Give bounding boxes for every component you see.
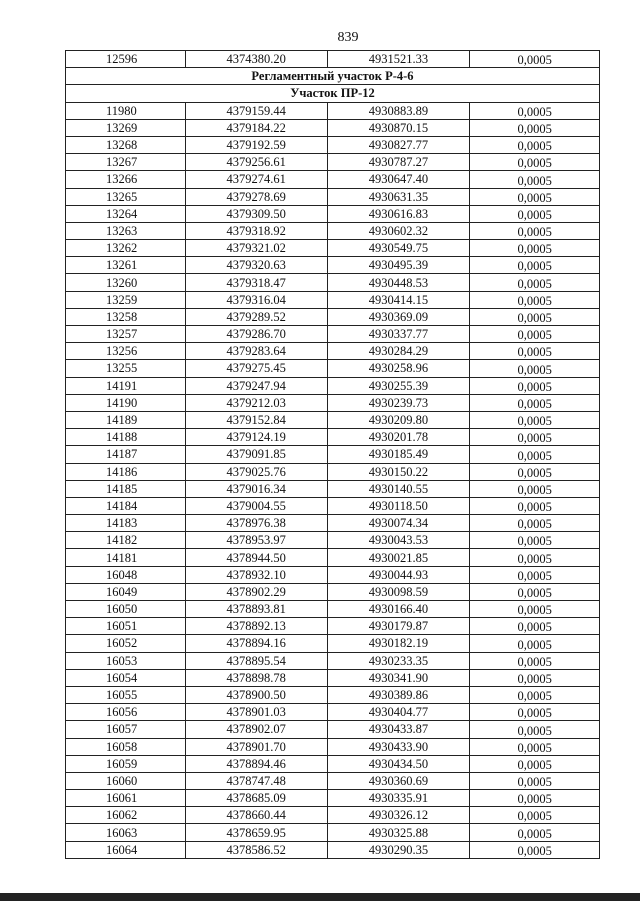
point-number: 14188 bbox=[66, 429, 186, 446]
coordinate-x: 4379247.94 bbox=[185, 377, 327, 394]
coordinate-x: 4374380.20 bbox=[185, 51, 327, 68]
point-number: 16048 bbox=[66, 566, 186, 583]
coordinate-y: 4930290.35 bbox=[327, 841, 470, 858]
accuracy: 0,0005 bbox=[470, 274, 600, 291]
coordinate-y: 4930140.55 bbox=[327, 480, 470, 497]
coordinate-x: 4378898.78 bbox=[185, 669, 327, 686]
table-row bbox=[66, 618, 600, 635]
accuracy: 0,0005 bbox=[470, 790, 600, 807]
table-row bbox=[66, 119, 600, 136]
coordinate-x: 4379275.45 bbox=[185, 360, 327, 377]
coordinate-y: 4930337.77 bbox=[327, 326, 470, 343]
point-number: 16051 bbox=[66, 618, 186, 635]
subsection-title: Участок ПР-12 bbox=[66, 85, 600, 102]
table-row bbox=[66, 532, 600, 549]
point-number: 16050 bbox=[66, 601, 186, 618]
table-row bbox=[66, 326, 600, 343]
accuracy: 0,0005 bbox=[470, 497, 600, 514]
table-row bbox=[66, 807, 600, 824]
coordinate-x: 4379004.55 bbox=[185, 497, 327, 514]
accuracy: 0,0005 bbox=[470, 257, 600, 274]
coordinate-x: 4378901.70 bbox=[185, 738, 327, 755]
accuracy: 0,0005 bbox=[470, 51, 600, 68]
point-number: 16057 bbox=[66, 721, 186, 738]
point-number: 13265 bbox=[66, 188, 186, 205]
coordinate-x: 4379309.50 bbox=[185, 205, 327, 222]
accuracy: 0,0005 bbox=[470, 308, 600, 325]
point-number: 13261 bbox=[66, 257, 186, 274]
accuracy: 0,0005 bbox=[470, 360, 600, 377]
coordinate-x: 4379318.92 bbox=[185, 222, 327, 239]
coordinate-x: 4379212.03 bbox=[185, 394, 327, 411]
accuracy: 0,0005 bbox=[470, 738, 600, 755]
table-row bbox=[66, 704, 600, 721]
point-number: 13268 bbox=[66, 136, 186, 153]
coordinate-x: 4379286.70 bbox=[185, 326, 327, 343]
coordinate-x: 4378659.95 bbox=[185, 824, 327, 841]
accuracy: 0,0005 bbox=[470, 377, 600, 394]
coordinate-y: 4930074.34 bbox=[327, 515, 470, 532]
accuracy: 0,0005 bbox=[470, 583, 600, 600]
table-row bbox=[66, 566, 600, 583]
accuracy: 0,0005 bbox=[470, 532, 600, 549]
accuracy: 0,0005 bbox=[470, 480, 600, 497]
accuracy: 0,0005 bbox=[470, 222, 600, 239]
coordinate-x: 4378892.13 bbox=[185, 618, 327, 635]
point-number: 14186 bbox=[66, 463, 186, 480]
point-number: 13256 bbox=[66, 343, 186, 360]
coordinate-x: 4379318.47 bbox=[185, 274, 327, 291]
accuracy: 0,0005 bbox=[470, 566, 600, 583]
coordinate-y: 4930389.86 bbox=[327, 686, 470, 703]
table-row bbox=[66, 102, 600, 119]
point-number: 16063 bbox=[66, 824, 186, 841]
point-number: 16055 bbox=[66, 686, 186, 703]
coordinate-y: 4930631.35 bbox=[327, 188, 470, 205]
coordinate-y: 4930233.35 bbox=[327, 652, 470, 669]
accuracy: 0,0005 bbox=[470, 446, 600, 463]
coordinate-x: 4378895.54 bbox=[185, 652, 327, 669]
table-row bbox=[66, 652, 600, 669]
accuracy: 0,0005 bbox=[470, 171, 600, 188]
table-row bbox=[66, 291, 600, 308]
coordinate-x: 4378953.97 bbox=[185, 532, 327, 549]
point-number: 14181 bbox=[66, 549, 186, 566]
coordinate-y: 4930150.22 bbox=[327, 463, 470, 480]
point-number: 13269 bbox=[66, 119, 186, 136]
point-number: 16062 bbox=[66, 807, 186, 824]
accuracy: 0,0005 bbox=[470, 601, 600, 618]
table-row bbox=[66, 549, 600, 566]
coordinate-y: 4930602.32 bbox=[327, 222, 470, 239]
point-number: 12596 bbox=[66, 51, 186, 68]
coordinate-x: 4379124.19 bbox=[185, 429, 327, 446]
coordinate-y: 4930495.39 bbox=[327, 257, 470, 274]
accuracy: 0,0005 bbox=[470, 772, 600, 789]
coordinate-y: 4930787.27 bbox=[327, 154, 470, 171]
table-row bbox=[66, 463, 600, 480]
table-row bbox=[66, 686, 600, 703]
table-row bbox=[66, 377, 600, 394]
accuracy: 0,0005 bbox=[470, 807, 600, 824]
coordinate-y: 4930166.40 bbox=[327, 601, 470, 618]
coordinate-x: 4378685.09 bbox=[185, 790, 327, 807]
table-row bbox=[66, 738, 600, 755]
accuracy: 0,0005 bbox=[470, 102, 600, 119]
point-number: 13260 bbox=[66, 274, 186, 291]
point-number: 16049 bbox=[66, 583, 186, 600]
accuracy: 0,0005 bbox=[470, 411, 600, 428]
point-number: 16056 bbox=[66, 704, 186, 721]
coordinate-y: 4930021.85 bbox=[327, 549, 470, 566]
coordinate-x: 4378902.29 bbox=[185, 583, 327, 600]
table-row bbox=[66, 515, 600, 532]
scan-edge bbox=[0, 893, 640, 901]
table-row bbox=[66, 755, 600, 772]
table-row bbox=[66, 446, 600, 463]
coordinate-x: 4379320.63 bbox=[185, 257, 327, 274]
point-number: 13259 bbox=[66, 291, 186, 308]
accuracy: 0,0005 bbox=[470, 240, 600, 257]
point-number: 13263 bbox=[66, 222, 186, 239]
coordinate-x: 4379289.52 bbox=[185, 308, 327, 325]
coordinate-y: 4930044.93 bbox=[327, 566, 470, 583]
accuracy: 0,0005 bbox=[470, 205, 600, 222]
accuracy: 0,0005 bbox=[470, 136, 600, 153]
coordinate-x: 4378747.48 bbox=[185, 772, 327, 789]
coordinate-x: 4378976.38 bbox=[185, 515, 327, 532]
accuracy: 0,0005 bbox=[470, 394, 600, 411]
coordinate-y: 4930258.96 bbox=[327, 360, 470, 377]
table-row bbox=[66, 308, 600, 325]
table-row bbox=[66, 257, 600, 274]
coordinate-y: 4930448.53 bbox=[327, 274, 470, 291]
accuracy: 0,0005 bbox=[470, 721, 600, 738]
coordinate-y: 4930404.77 bbox=[327, 704, 470, 721]
point-number: 14182 bbox=[66, 532, 186, 549]
coordinate-y: 4930433.87 bbox=[327, 721, 470, 738]
table-row bbox=[66, 480, 600, 497]
table-row bbox=[66, 411, 600, 428]
coordinate-x: 4379091.85 bbox=[185, 446, 327, 463]
point-number: 13255 bbox=[66, 360, 186, 377]
table-row bbox=[66, 394, 600, 411]
table-row bbox=[66, 343, 600, 360]
table-row bbox=[66, 154, 600, 171]
point-number: 16060 bbox=[66, 772, 186, 789]
table-row bbox=[66, 772, 600, 789]
coordinate-y: 4930360.69 bbox=[327, 772, 470, 789]
point-number: 13262 bbox=[66, 240, 186, 257]
coordinate-y: 4930118.50 bbox=[327, 497, 470, 514]
coordinate-y: 4930616.83 bbox=[327, 205, 470, 222]
table-row bbox=[66, 601, 600, 618]
accuracy: 0,0005 bbox=[470, 669, 600, 686]
coordinate-x: 4378900.50 bbox=[185, 686, 327, 703]
table-row bbox=[66, 721, 600, 738]
point-number: 14189 bbox=[66, 411, 186, 428]
accuracy: 0,0005 bbox=[470, 618, 600, 635]
point-number: 16054 bbox=[66, 669, 186, 686]
point-number: 14191 bbox=[66, 377, 186, 394]
coordinate-x: 4379016.34 bbox=[185, 480, 327, 497]
table-row bbox=[66, 583, 600, 600]
point-number: 13257 bbox=[66, 326, 186, 343]
coordinates-table bbox=[65, 50, 600, 859]
table-row bbox=[66, 824, 600, 841]
coordinate-y: 4930870.15 bbox=[327, 119, 470, 136]
coordinate-y: 4930185.49 bbox=[327, 446, 470, 463]
coordinate-x: 4379321.02 bbox=[185, 240, 327, 257]
point-number: 13267 bbox=[66, 154, 186, 171]
coordinate-y: 4930434.50 bbox=[327, 755, 470, 772]
accuracy: 0,0005 bbox=[470, 343, 600, 360]
point-number: 13266 bbox=[66, 171, 186, 188]
coordinate-x: 4378586.52 bbox=[185, 841, 327, 858]
accuracy: 0,0005 bbox=[470, 463, 600, 480]
coordinate-y: 4930549.75 bbox=[327, 240, 470, 257]
accuracy: 0,0005 bbox=[470, 515, 600, 532]
point-number: 16059 bbox=[66, 755, 186, 772]
coordinate-y: 4930182.19 bbox=[327, 635, 470, 652]
table-row bbox=[66, 51, 600, 68]
coordinate-y: 4930326.12 bbox=[327, 807, 470, 824]
coordinate-y: 4930414.15 bbox=[327, 291, 470, 308]
coordinate-x: 4378894.46 bbox=[185, 755, 327, 772]
table-row bbox=[66, 790, 600, 807]
accuracy: 0,0005 bbox=[470, 429, 600, 446]
table-row bbox=[66, 635, 600, 652]
coordinate-y: 4930201.78 bbox=[327, 429, 470, 446]
table-row bbox=[66, 205, 600, 222]
coordinate-y: 4930883.89 bbox=[327, 102, 470, 119]
coordinate-y: 4930325.88 bbox=[327, 824, 470, 841]
coordinate-y: 4930239.73 bbox=[327, 394, 470, 411]
table-row bbox=[66, 222, 600, 239]
coordinate-y: 4930341.90 bbox=[327, 669, 470, 686]
coordinate-x: 4379152.84 bbox=[185, 411, 327, 428]
page-number: 839 bbox=[337, 30, 359, 45]
coordinate-x: 4379256.61 bbox=[185, 154, 327, 171]
coordinate-x: 4379184.22 bbox=[185, 119, 327, 136]
coordinate-y: 4930179.87 bbox=[327, 618, 470, 635]
accuracy: 0,0005 bbox=[470, 291, 600, 308]
accuracy: 0,0005 bbox=[470, 704, 600, 721]
table-row bbox=[66, 669, 600, 686]
coordinate-y: 4930433.90 bbox=[327, 738, 470, 755]
coordinate-x: 4379025.76 bbox=[185, 463, 327, 480]
coordinate-y: 4930255.39 bbox=[327, 377, 470, 394]
accuracy: 0,0005 bbox=[470, 549, 600, 566]
coordinate-y: 4930369.09 bbox=[327, 308, 470, 325]
point-number: 16064 bbox=[66, 841, 186, 858]
accuracy: 0,0005 bbox=[470, 326, 600, 343]
coordinate-y: 4930335.91 bbox=[327, 790, 470, 807]
coordinate-y: 4930284.29 bbox=[327, 343, 470, 360]
table-row bbox=[66, 429, 600, 446]
coordinate-x: 4378893.81 bbox=[185, 601, 327, 618]
coordinate-y: 4931521.33 bbox=[327, 51, 470, 68]
point-number: 13264 bbox=[66, 205, 186, 222]
table-row bbox=[66, 841, 600, 858]
coordinate-x: 4378944.50 bbox=[185, 549, 327, 566]
coordinate-y: 4930647.40 bbox=[327, 171, 470, 188]
coordinate-x: 4379283.64 bbox=[185, 343, 327, 360]
coordinate-x: 4378660.44 bbox=[185, 807, 327, 824]
coordinate-y: 4930043.53 bbox=[327, 532, 470, 549]
accuracy: 0,0005 bbox=[470, 119, 600, 136]
coordinate-x: 4379192.59 bbox=[185, 136, 327, 153]
accuracy: 0,0005 bbox=[470, 686, 600, 703]
table-row bbox=[66, 171, 600, 188]
coordinate-x: 4379159.44 bbox=[185, 102, 327, 119]
table-row bbox=[66, 240, 600, 257]
coordinate-y: 4930209.80 bbox=[327, 411, 470, 428]
accuracy: 0,0005 bbox=[470, 188, 600, 205]
table-row bbox=[66, 274, 600, 291]
accuracy: 0,0005 bbox=[470, 635, 600, 652]
point-number: 16053 bbox=[66, 652, 186, 669]
coordinate-x: 4378932.10 bbox=[185, 566, 327, 583]
point-number: 16061 bbox=[66, 790, 186, 807]
coordinate-x: 4379278.69 bbox=[185, 188, 327, 205]
table-row bbox=[66, 188, 600, 205]
point-number: 14187 bbox=[66, 446, 186, 463]
point-number: 16058 bbox=[66, 738, 186, 755]
accuracy: 0,0005 bbox=[470, 755, 600, 772]
point-number: 11980 bbox=[66, 102, 186, 119]
coordinate-x: 4379316.04 bbox=[185, 291, 327, 308]
point-number: 13258 bbox=[66, 308, 186, 325]
accuracy: 0,0005 bbox=[470, 154, 600, 171]
section-title: Регламентный участок Р-4-6 bbox=[66, 68, 600, 85]
table-row bbox=[66, 497, 600, 514]
accuracy: 0,0005 bbox=[470, 824, 600, 841]
table-row bbox=[66, 136, 600, 153]
section-row bbox=[66, 68, 600, 85]
point-number: 14184 bbox=[66, 497, 186, 514]
point-number: 14190 bbox=[66, 394, 186, 411]
coordinate-x: 4378894.16 bbox=[185, 635, 327, 652]
coordinate-x: 4378901.03 bbox=[185, 704, 327, 721]
coordinate-y: 4930827.77 bbox=[327, 136, 470, 153]
coordinate-x: 4378902.07 bbox=[185, 721, 327, 738]
point-number: 14183 bbox=[66, 515, 186, 532]
point-number: 16052 bbox=[66, 635, 186, 652]
point-number: 14185 bbox=[66, 480, 186, 497]
accuracy: 0,0005 bbox=[470, 841, 600, 858]
coordinate-x: 4379274.61 bbox=[185, 171, 327, 188]
subsection-row bbox=[66, 85, 600, 102]
table-row bbox=[66, 360, 600, 377]
accuracy: 0,0005 bbox=[470, 652, 600, 669]
coordinate-y: 4930098.59 bbox=[327, 583, 470, 600]
